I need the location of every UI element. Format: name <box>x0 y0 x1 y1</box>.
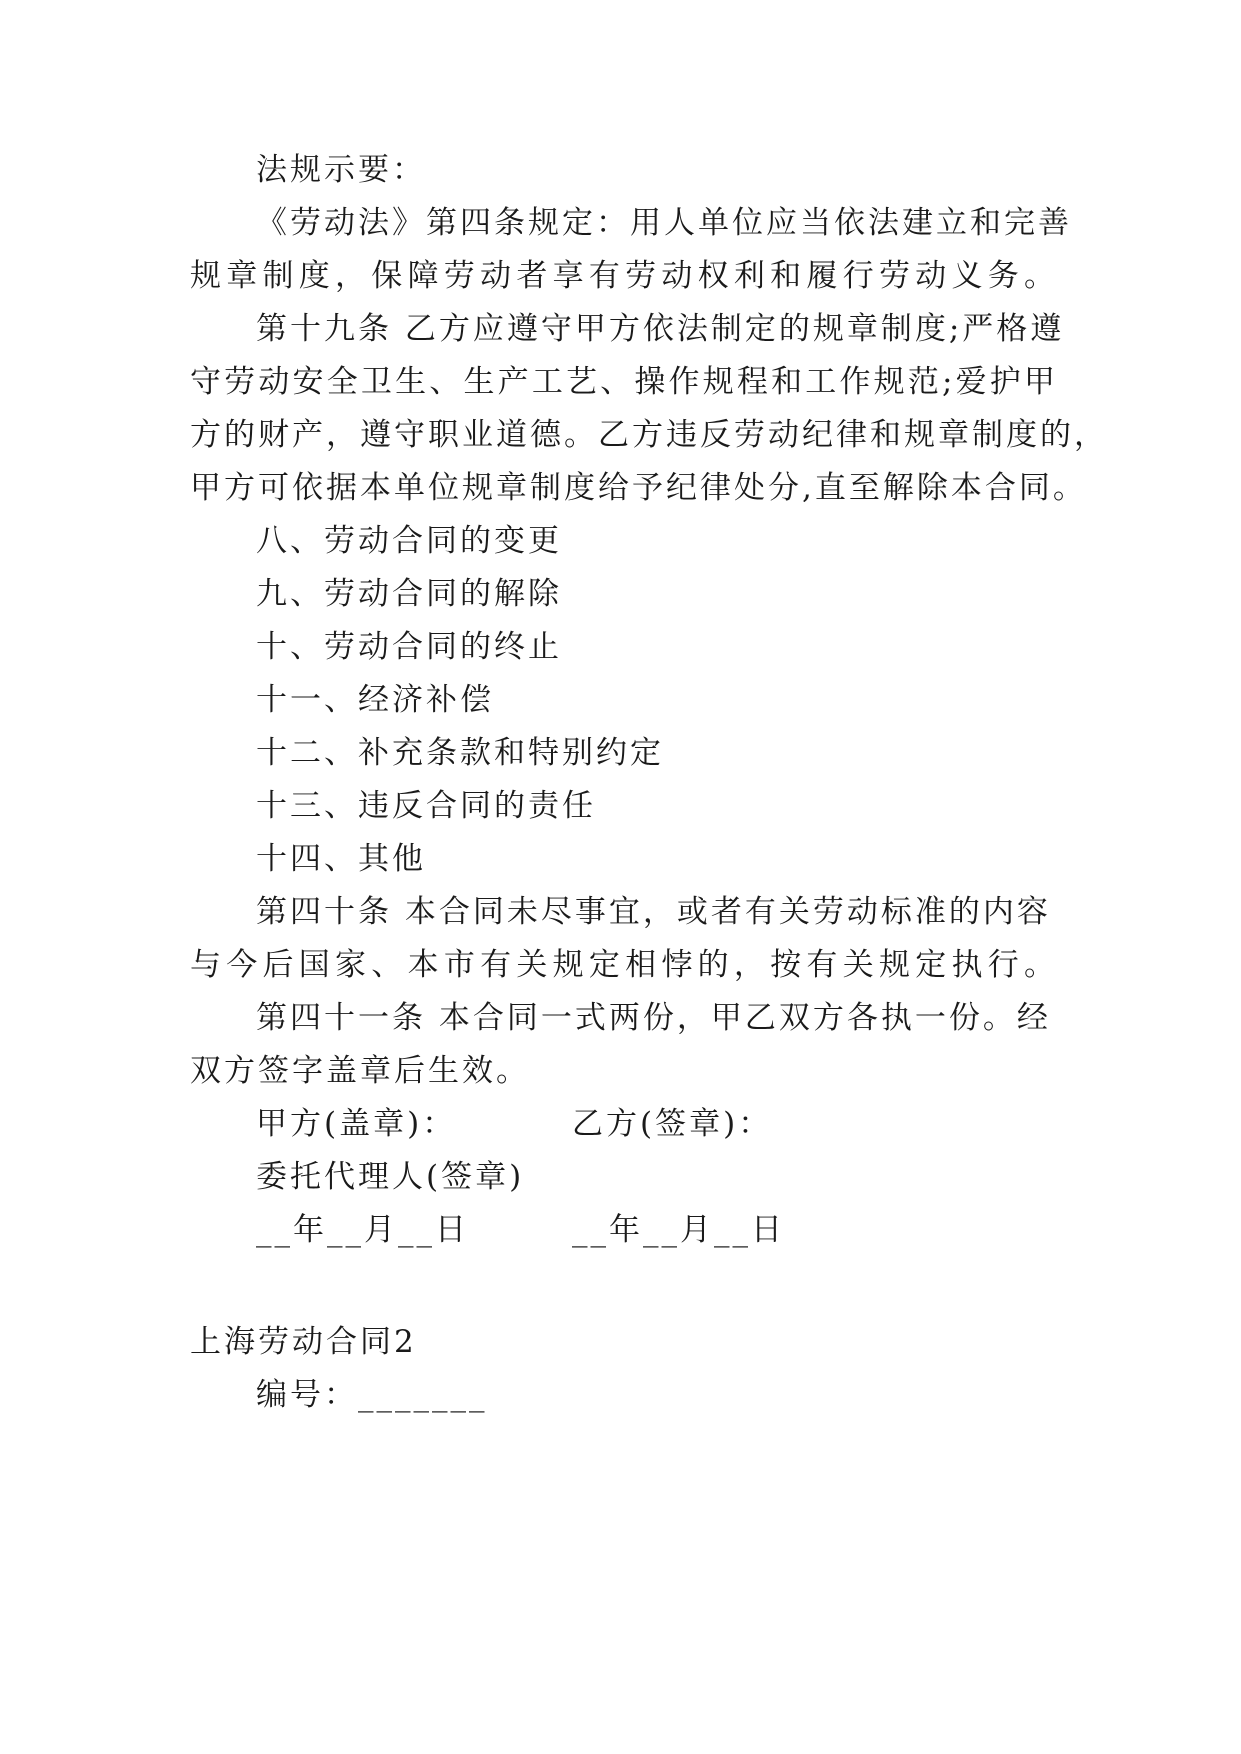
section-heading: 十二、补充条款和特别约定 <box>256 735 664 771</box>
contract-title: 上海劳动合同2 <box>190 1324 417 1360</box>
section-heading: 十三、违反合同的责任 <box>256 788 596 824</box>
section-heading: 八、劳动合同的变更 <box>256 523 562 559</box>
paragraph-line: 第四十条 本合同未尽事宜，或者有关劳动标准的内容 <box>256 894 1051 930</box>
paragraph-line: 方的财产，遵守职业道德。乙方违反劳动纪律和规章制度的， <box>190 417 1108 453</box>
party-a-date: __年__月__日 <box>256 1212 469 1248</box>
paragraph-line: 《劳动法》第四条规定：用人单位应当依法建立和完善 <box>256 205 1072 241</box>
section-heading: 十、劳动合同的终止 <box>256 629 562 665</box>
paragraph-line: 双方签字盖章后生效。 <box>190 1053 530 1089</box>
section-heading: 九、劳动合同的解除 <box>256 576 562 612</box>
party-b-sign-label: 乙方(签章)： <box>572 1106 773 1142</box>
regulation-heading: 法规示要： <box>256 152 426 188</box>
section-heading: 十一、经济补偿 <box>256 682 494 718</box>
agent-sign-label: 委托代理人(签章) <box>256 1159 525 1195</box>
paragraph-line: 第四十一条 本合同一式两份，甲乙双方各执一份。经 <box>256 1000 1051 1036</box>
section-heading: 十四、其他 <box>256 841 426 877</box>
party-b-date: __年__月__日 <box>572 1212 785 1248</box>
paragraph-line: 第十九条 乙方应遵守甲方依法制定的规章制度;严格遵 <box>256 311 1065 347</box>
paragraph-line: 规章制度，保障劳动者享有劳动权利和履行劳动义务。 <box>190 258 1058 294</box>
paragraph-line: 守劳动安全卫生、生产工艺、操作规程和工作规范;爱护甲 <box>190 364 1058 400</box>
party-a-seal-label: 甲方(盖章)： <box>256 1106 457 1142</box>
paragraph-line: 与今后国家、本市有关规定相悖的，按有关规定执行。 <box>190 947 1058 983</box>
contract-number-label: 编号：_______ <box>256 1377 488 1413</box>
paragraph-line: 甲方可依据本单位规章制度给予纪律处分,直至解除本合同。 <box>190 470 1087 506</box>
